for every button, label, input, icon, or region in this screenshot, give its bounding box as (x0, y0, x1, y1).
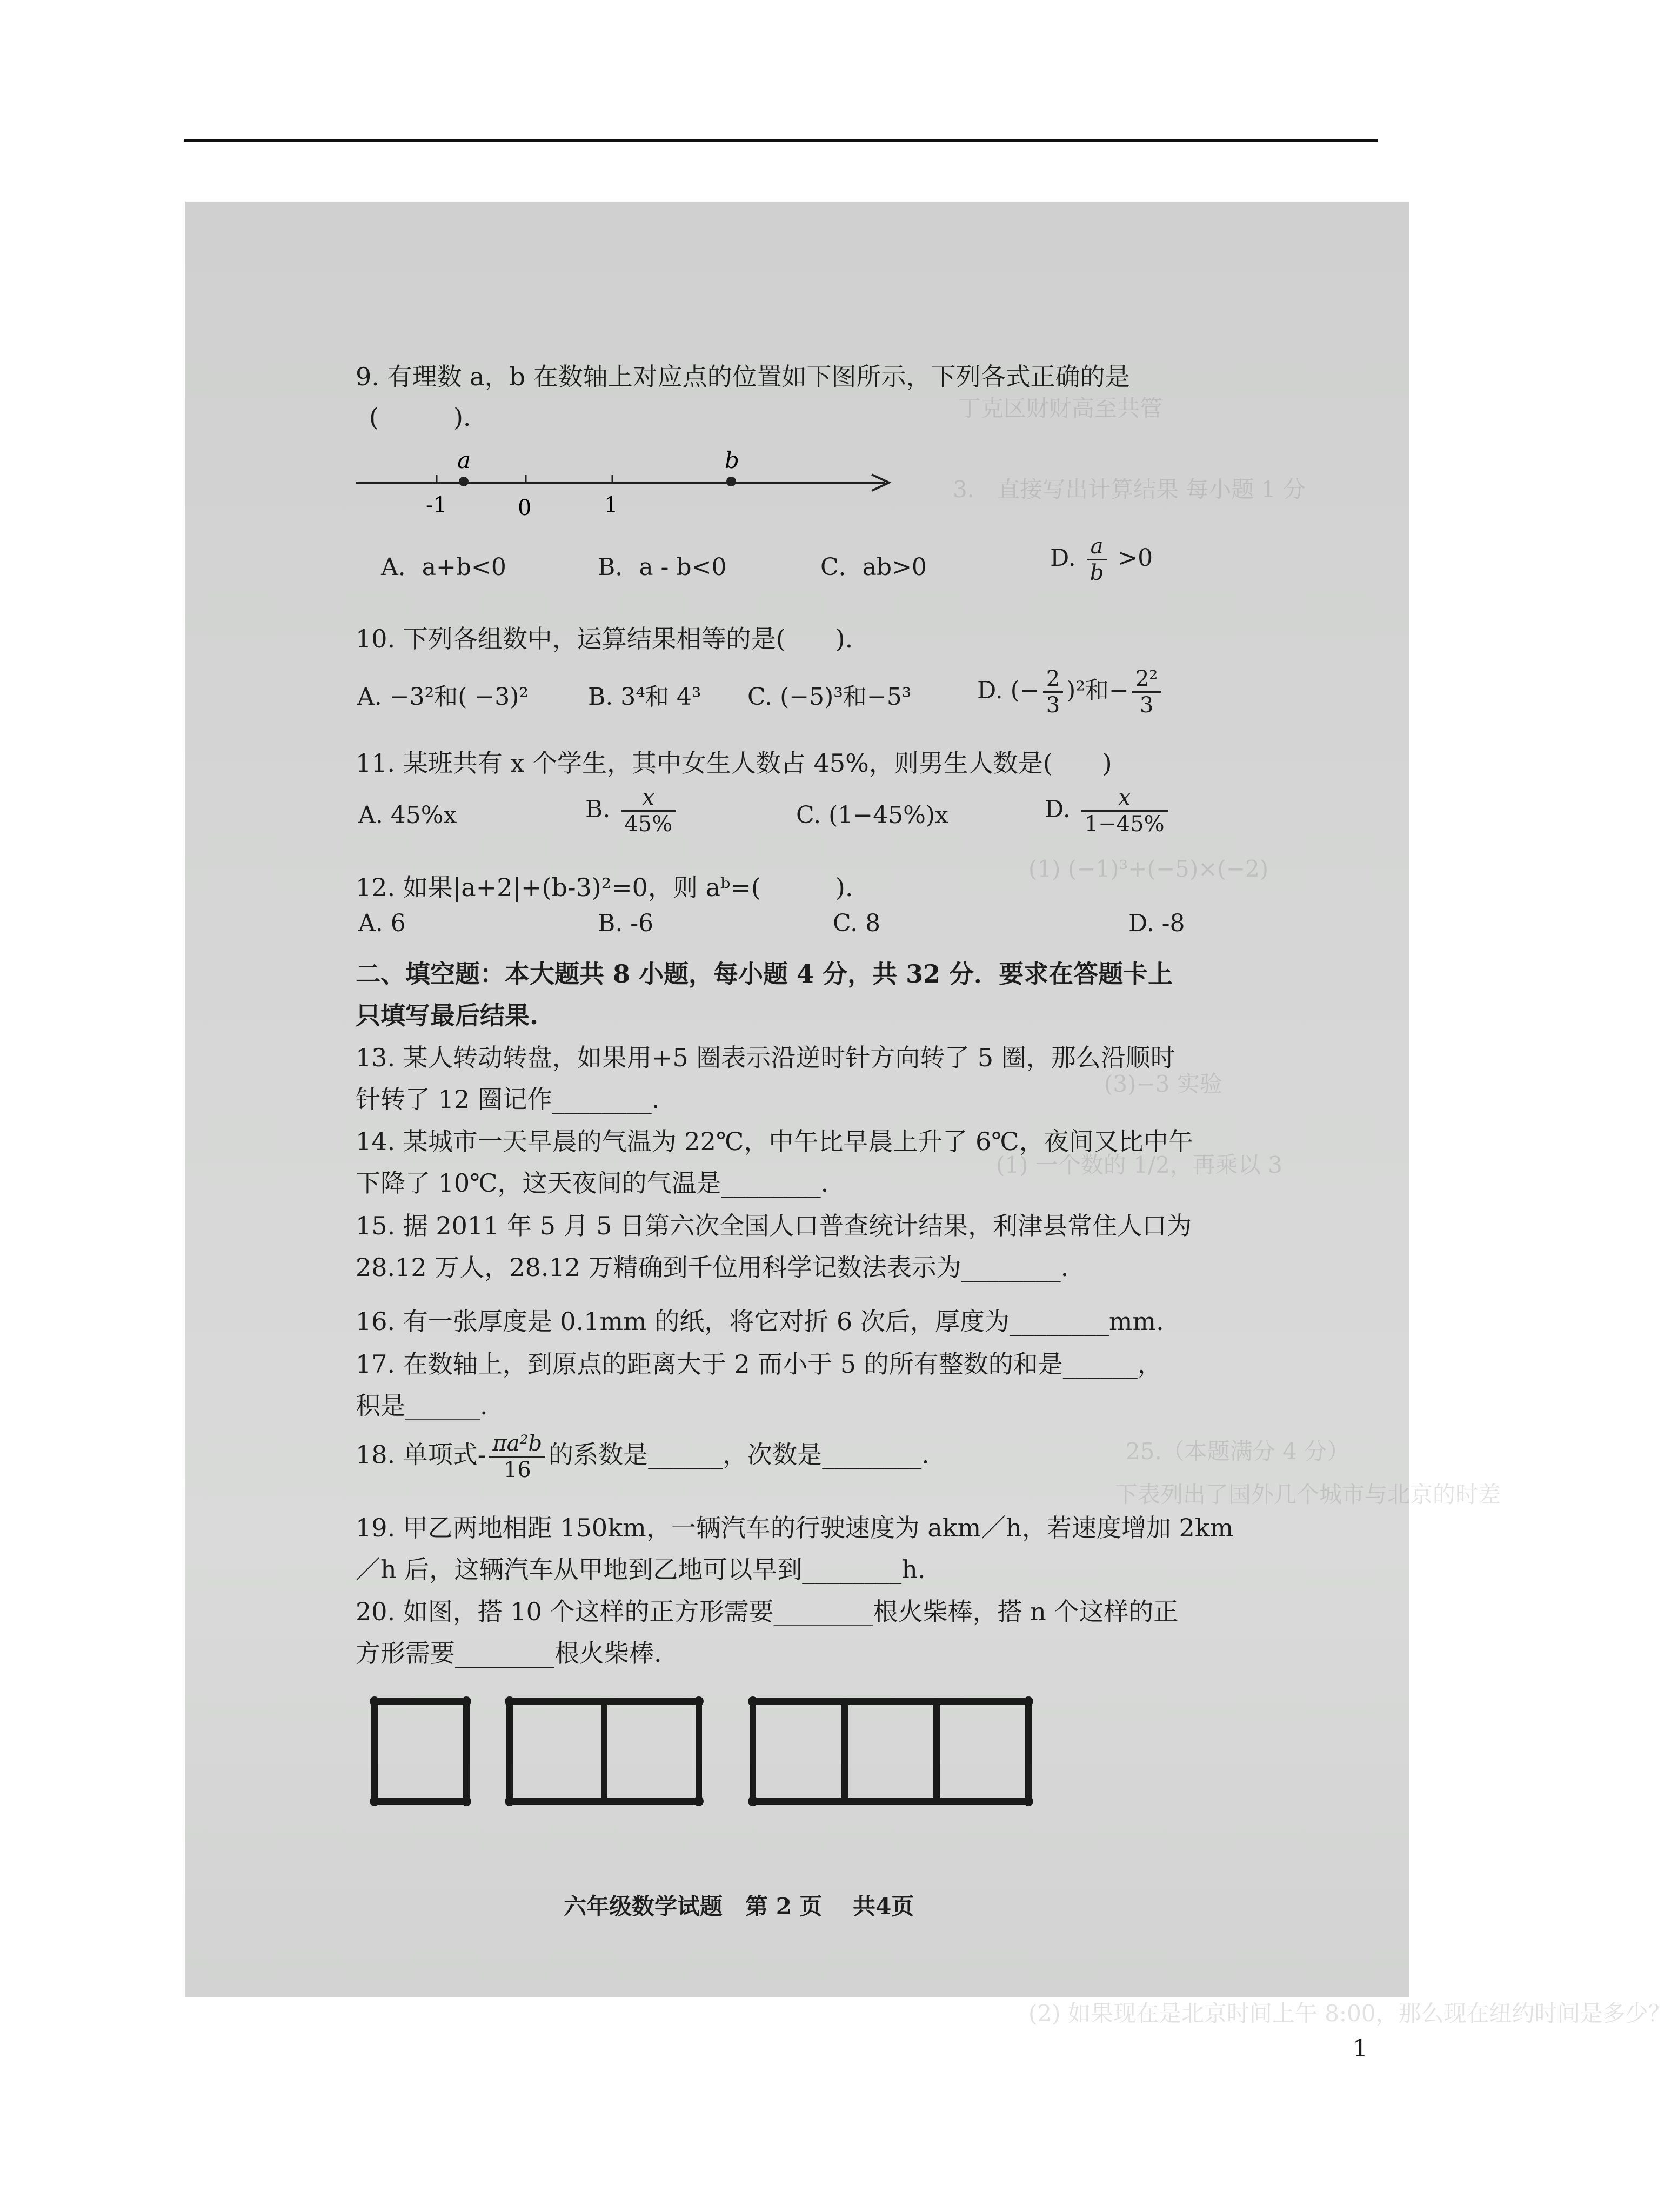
fraction-denominator: 1−45% (1084, 812, 1165, 837)
tick-label-0: 0 (518, 496, 532, 520)
q9-option-a: A．a+b<0 (381, 553, 506, 581)
q11-option-d (1045, 785, 1171, 837)
fraction-denominator: 16 (503, 1458, 531, 1482)
question-9-text: 9. 有理数 a，b 在数轴上对应点的位置如下图所示，下列各式正确的是 (356, 362, 1130, 391)
matchstick-squares-figure (364, 1690, 1250, 1826)
q11-b-fraction (621, 785, 676, 837)
question-9 (356, 356, 1130, 398)
q10-d-prefix: D. (− (977, 677, 1040, 704)
q11-option-a: A. 45%x (358, 801, 457, 829)
q10-option-a: A. −3²和( −3)² (357, 683, 529, 711)
fraction-numerator: 2² (1132, 666, 1161, 693)
q10-d-mid: )²和− (1066, 677, 1129, 704)
q11-option-b (585, 785, 679, 837)
tick-label-1: 1 (604, 493, 618, 518)
question-15-line1: 15. 据 2011 年 5 月 5 日第六次全国人口普查统计结果，利津县常住人口为 (356, 1211, 1192, 1240)
label-a: a (457, 447, 471, 473)
question-13-line2: 针转了 12 圈记作________. (356, 1085, 660, 1114)
point-a (459, 477, 469, 486)
q9-d-prefix: D. (1050, 544, 1076, 572)
question-17-line1: 17. 在数轴上，到原点的距离大于 2 而小于 5 的所有整数的和是______， (356, 1349, 1162, 1379)
fraction-numerator: a (1087, 534, 1107, 560)
q12-option-a: A. 6 (358, 910, 406, 937)
fraction-denominator: 3 (1139, 693, 1154, 718)
q9-d-suffix: >0 (1118, 544, 1153, 572)
question-18 (356, 1431, 930, 1482)
q9-option-d (1050, 534, 1153, 585)
question-12-text: 12. 如果|a+2|+(b-3)²=0，则 aᵇ=( ). (356, 873, 853, 902)
header-rule (184, 139, 1378, 142)
tick-label-minus1: -1 (426, 493, 447, 518)
answer-paren: ( ). (369, 403, 471, 432)
q10-option-d (977, 666, 1164, 718)
question-20-line2: 方形需要________根火柴棒. (356, 1639, 662, 1668)
question-14-line1: 14. 某城市一天早晨的气温为 22℃，中午比早晨上升了 6℃，夜间又比中午 (356, 1127, 1193, 1156)
q9-option-b: B．a - b<0 (598, 553, 727, 581)
question-19-line2: ／h 后，这辆汽车从甲地到乙地可以早到________h. (356, 1555, 926, 1584)
q18-suffix: 的系数是______，次数是________. (549, 1440, 930, 1469)
number-line-figure (353, 447, 904, 529)
q12-option-c: C. 8 (833, 910, 881, 937)
fraction-denominator: 45% (624, 812, 673, 837)
page-number: 1 (1353, 2035, 1368, 2062)
q10-option-b: B. 3⁴和 4³ (588, 683, 701, 711)
q18-fraction (489, 1431, 545, 1482)
q11-d-prefix: D. (1045, 796, 1071, 823)
q18-prefix: 18. 单项式- (356, 1440, 486, 1469)
page-footer: 六年级数学试题 第 2 页 共4页 (564, 1893, 914, 1920)
q11-b-prefix: B. (585, 796, 611, 823)
q11-option-c: C. (1−45%)x (796, 801, 948, 829)
section-2-heading-cont: 只填写最后结果. (356, 1001, 539, 1030)
q12-option-d: D. -8 (1128, 910, 1185, 937)
fraction-denominator: b (1090, 560, 1104, 585)
question-13-line1: 13. 某人转动转盘，如果用+5 圈表示沿逆时针方向转了 5 圈，那么沿顺时 (356, 1043, 1175, 1072)
fraction-numerator: 2 (1043, 666, 1063, 693)
question-16-text: 16. 有一张厚度是 0.1mm 的纸，将它对折 6 次后，厚度为________mm. (356, 1307, 1164, 1336)
question-19-line1: 19. 甲乙两地相距 150km，一辆汽车的行驶速度为 akm／h，若速度增加 2km (356, 1513, 1234, 1542)
question-11-text: 11. 某班共有 x 个学生，其中女生人数占 45%，则男生人数是( ) (356, 749, 1112, 778)
fraction-numerator: x (1081, 785, 1168, 812)
point-b (726, 477, 736, 486)
q12-option-b: B. -6 (598, 910, 654, 937)
fraction-numerator: πa²b (489, 1431, 545, 1458)
scanned-exam-photo: 丁克区财财高至共管 3． 直接写出计算结果 每小题 1 分 (1) (−1)³+(−5)×(−2) (3)−3 实验 (1) 一个数的 1/2，再乘以 3 25.（本题满分 4 分） 下表列出了国外几个城市与北京的时差 (2) 如果现在是北京时间上午 8:00，那么现在纽约时间是多少？ 9. 有理数 a，b 在数轴上对应点的位置如下图所示，下列各式正确的是 ( ). a b -1 0 1 A．a+b<0 B．a - b<0 C．ab>0 D. $\frac{a}{b}$ >0 10. 下列各组数中，运算结果相等的是( ). A. −3²和( −3)² B. 3⁴和 4³ C. (−5)³和−5³ D. (− $\frac{2}{3}$ )²和− $\frac{\text{2²}}{3}$ 11. 某班共有 x 个学生，其中女生人数占 45%，则男生人数是( ) A. 45%x B. $\frac{x}{45\%}$ C. (1−45%)x D. $\frac{x}{1-45\%}$ 12. 如果|a+2|+(b-3)²=0，则 aᵇ=( ). A. 6 B. -6 C. 8 D. -8 二、填空题：本大题共 8 小题，每小题 4 分，共 32 分．要求在答题卡上 只填写最后结果. 13. 某人转动转盘，如果用+5 圈表示沿逆时针方向转了 5 圈，那么沿顺时 针转了 12 圈记作________. 14. 某城市一天早晨的气温为 22℃，中午比早晨上升了 6℃，夜间又比中午 下降了 10℃，这天夜间的气温是________. 15. 据 2011 年 5 月 5 日第六次全国人口普查统计结果，利津县常住人口为 28.12 万人，28.12 万精确到千位用科学记数法表示为________. 16. 有一张厚度是 0.1mm 的纸，将它对折 6 次后，厚度为________mm. 17. 在数轴上，到原点的距离大于 2 而小于 5 的所有整数的和是______， 积是______. 18. 单项式- $\frac{\text{πa²b}}{16}$ 的系数是______，次数是________. 19. 甲乙两地相距 150km，一辆汽车的行驶速度为 akm／h，若速度增加 2km ／h 后，这辆汽车从甲地到乙地可以早到________h. 20. 如图，搭 10 个这样的正方形需要________根火柴棒，搭 n 个这样的正 方形需要________根火柴棒. 六年级数学试题 第 2 页 共4页 (185, 202, 1409, 1997)
q9-d-fraction (1087, 534, 1107, 585)
q10-d-fraction-1 (1043, 666, 1063, 718)
one-square-group (370, 1696, 471, 1806)
question-17-line2: 积是______. (356, 1391, 488, 1420)
three-squares-group (748, 1696, 1033, 1806)
question-10-text: 10. 下列各组数中，运算结果相等的是( ). (356, 624, 853, 653)
question-14-line2: 下降了 10℃，这天夜间的气温是________. (356, 1168, 829, 1198)
fraction-numerator: x (621, 785, 676, 812)
q10-d-fraction-2 (1132, 666, 1161, 718)
question-9-paren (369, 396, 471, 438)
two-squares-group (505, 1696, 704, 1806)
q9-option-c: C．ab>0 (820, 553, 927, 581)
fraction-denominator: 3 (1046, 693, 1060, 718)
q11-d-fraction (1081, 785, 1168, 837)
q10-option-c: C. (−5)³和−5³ (747, 683, 912, 711)
label-b: b (725, 447, 739, 473)
section-2-heading: 二、填空题：本大题共 8 小题，每小题 4 分，共 32 分．要求在答题卡上 (356, 959, 1173, 988)
question-20-line1: 20. 如图，搭 10 个这样的正方形需要________根火柴棒，搭 n 个这样的正 (356, 1597, 1179, 1626)
question-15-line2: 28.12 万人，28.12 万精确到千位用科学记数法表示为________. (356, 1253, 1069, 1282)
